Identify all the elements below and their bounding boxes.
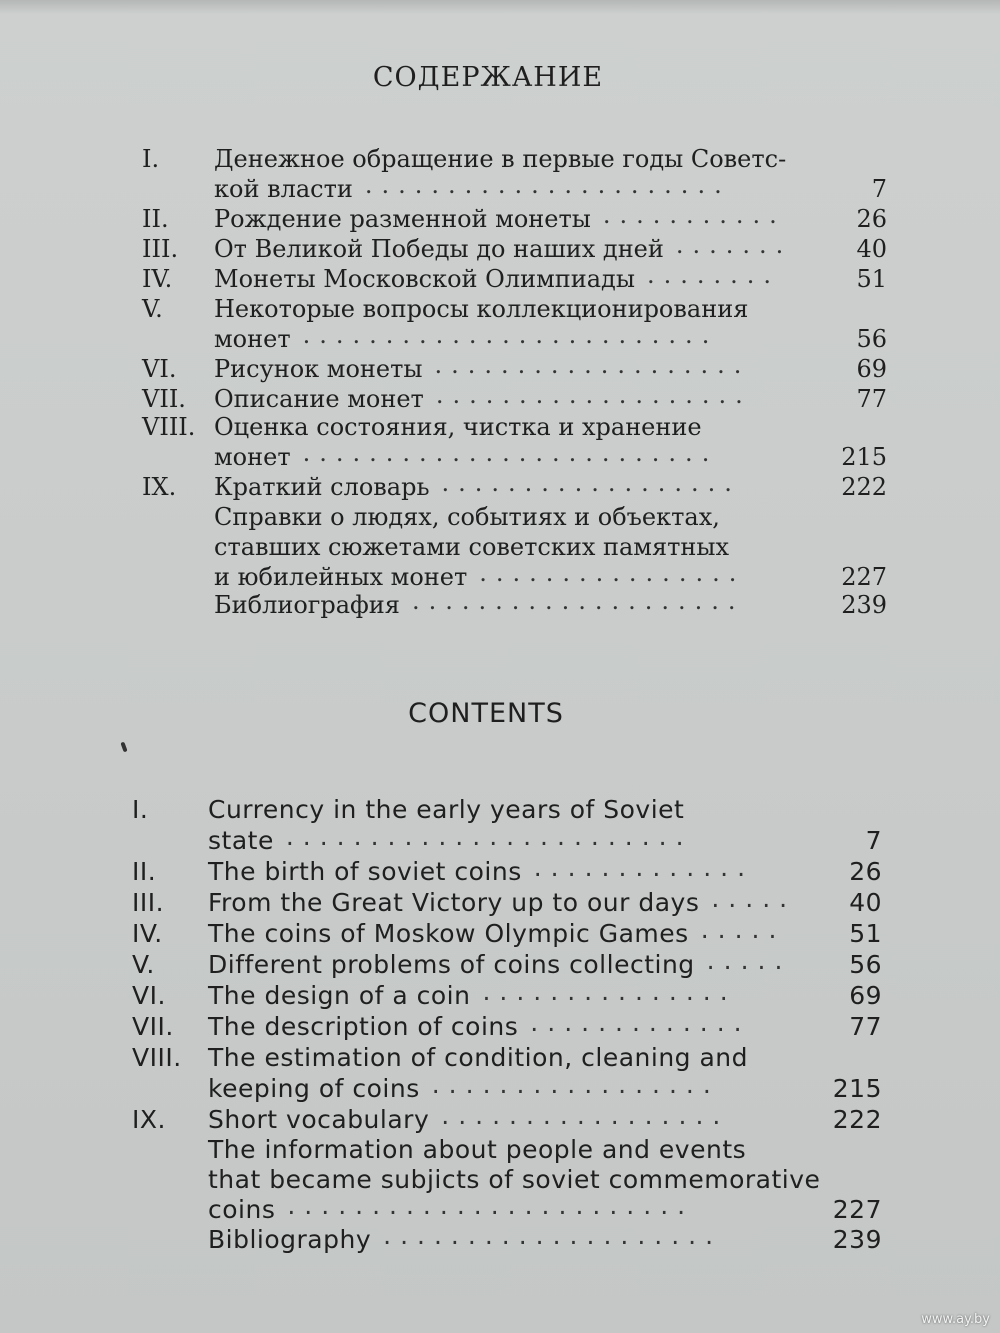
page-number: 227 <box>841 563 887 591</box>
chapter-title-line: that became subjicts of soviet commemorative <box>208 1165 821 1194</box>
page-number: 51 <box>849 919 882 948</box>
page-number: 7 <box>871 175 887 203</box>
toc-line <box>132 1008 882 1042</box>
chapter-title-line: Short vocabulary <box>208 1105 430 1134</box>
page-number: 239 <box>841 591 887 619</box>
toc-line <box>132 977 882 1011</box>
page-number: 215 <box>841 443 887 471</box>
chapter-title-line: Библиография <box>214 591 400 619</box>
chapter-number: VIII. <box>132 1043 182 1072</box>
toc-line <box>142 502 887 533</box>
chapter-title-line: The information about people and events <box>208 1135 747 1164</box>
chapter-title-line: Рождение разменной монеты <box>214 205 591 233</box>
chapter-title-line: Справки о людях, событиях и объектах, <box>214 503 720 531</box>
page-number: 222 <box>832 1105 882 1134</box>
page-number: 40 <box>856 235 887 263</box>
chapter-number: I. <box>132 795 149 824</box>
chapter-number: IX. <box>142 473 177 501</box>
dot-leader: ............. <box>533 853 755 882</box>
dot-leader: ............... <box>482 977 737 1006</box>
dot-leader: .................. <box>441 469 741 497</box>
page-number: 215 <box>832 1074 882 1103</box>
page-number: 227 <box>832 1195 882 1224</box>
dot-leader: ......................... <box>302 439 719 467</box>
chapter-number: V. <box>132 950 155 979</box>
chapter-number: IV. <box>142 265 173 293</box>
chapter-number: II. <box>132 857 157 886</box>
dot-leader: .................... <box>383 1221 723 1250</box>
chapter-title-line: ставших сюжетами советских памятных <box>214 533 730 561</box>
chapter-number: VII. <box>142 385 186 413</box>
chapter-title-line: state <box>208 826 274 855</box>
watermark: www.ay.by <box>921 1312 990 1327</box>
chapter-title-line: The birth of soviet coins <box>208 857 522 886</box>
chapter-title-line: Описание монет <box>214 385 424 413</box>
toc-line <box>132 1134 882 1165</box>
chapter-title-line: Краткий словарь <box>214 473 430 501</box>
dot-leader: ................. <box>441 1101 730 1130</box>
dot-leader: ................... <box>434 351 751 379</box>
page-number: 69 <box>856 355 887 383</box>
dot-leader: ................. <box>431 1070 720 1099</box>
chapter-title-line: кой власти <box>214 175 353 203</box>
page-number: 7 <box>865 826 882 855</box>
chapter-title-line: The coins of Moskow Olympic Games <box>208 919 689 948</box>
ink-speck <box>120 742 127 753</box>
page-number: 77 <box>849 1012 882 1041</box>
toc-line <box>142 469 887 503</box>
dot-leader: ..... <box>700 915 786 944</box>
toc-line <box>132 1221 882 1255</box>
dot-leader: ..... <box>706 946 792 975</box>
chapter-title-line: монет <box>214 443 291 471</box>
page-number: 56 <box>856 325 887 353</box>
dot-leader: ....... <box>675 231 793 259</box>
dot-leader: .................... <box>411 587 745 615</box>
chapter-number: III. <box>132 888 165 917</box>
chapter-title-line: монет <box>214 325 291 353</box>
chapter-title-line: Денежное обращение в первые годы Советс- <box>214 145 787 173</box>
chapter-number: III. <box>142 235 179 263</box>
page-shadow <box>0 0 1000 14</box>
page-number: 26 <box>856 205 887 233</box>
chapter-number: IX. <box>132 1105 166 1134</box>
chapter-title-line: Оценка состояния, чистка и хранение <box>214 413 702 441</box>
dot-leader: ......................... <box>302 321 719 349</box>
chapter-title-line: The design of a coin <box>208 981 471 1010</box>
dot-leader: ........ <box>646 261 780 289</box>
page-number: 69 <box>849 981 882 1010</box>
dot-leader: ................ <box>479 559 746 587</box>
page-number: 222 <box>841 473 887 501</box>
chapter-number: V. <box>142 295 163 323</box>
chapter-number: IV. <box>132 919 163 948</box>
chapter-title-line: и юбилейных монет <box>214 563 468 591</box>
dot-leader: ..... <box>711 884 797 913</box>
chapter-title-line: Монеты Московской Олимпиады <box>214 265 635 293</box>
chapter-number: VI. <box>142 355 177 383</box>
dot-leader: ............. <box>530 1008 751 1037</box>
dot-leader: ........................ <box>285 822 693 851</box>
chapter-title-line: The description of coins <box>208 1012 519 1041</box>
english-contents-heading: CONTENTS <box>408 698 564 729</box>
page-number: 239 <box>832 1225 882 1254</box>
page-number: 56 <box>849 950 882 979</box>
chapter-title-line: От Великой Победы до наших дней <box>214 235 664 263</box>
toc-line <box>142 261 887 295</box>
chapter-title-line: Рисунок монеты <box>214 355 423 383</box>
chapter-title-line: Different problems of coins collecting <box>208 950 695 979</box>
chapter-number: VII. <box>132 1012 174 1041</box>
russian-contents-heading: СОДЕРЖАНИЕ <box>372 62 604 93</box>
chapter-title-line: Некоторые вопросы коллекционирования <box>214 295 749 323</box>
chapter-title-line: Currency in the early years of Soviet <box>208 795 685 824</box>
dot-leader: ........................ <box>287 1191 695 1220</box>
page-number: 26 <box>849 857 882 886</box>
toc-line <box>132 1101 882 1135</box>
dot-leader: ................... <box>435 381 752 409</box>
chapter-title-line: coins <box>208 1195 276 1224</box>
toc-line <box>142 587 887 621</box>
chapter-number: I. <box>142 145 160 173</box>
page-number: 40 <box>849 888 882 917</box>
chapter-title-line: From the Great Victory up to our days <box>208 888 700 917</box>
toc-line <box>132 822 882 856</box>
chapter-title-line: Bibliography <box>208 1225 372 1254</box>
page-number: 77 <box>856 385 887 413</box>
chapter-title-line: keeping of coins <box>208 1074 420 1103</box>
dot-leader: ........... <box>602 201 786 229</box>
page-number: 51 <box>856 265 887 293</box>
toc-line <box>142 381 887 415</box>
dot-leader: ...................... <box>364 171 731 199</box>
chapter-title-line: The estimation of condition, cleaning and <box>208 1043 749 1072</box>
chapter-number: VIII. <box>142 413 196 441</box>
chapter-number: II. <box>142 205 169 233</box>
chapter-number: VI. <box>132 981 166 1010</box>
